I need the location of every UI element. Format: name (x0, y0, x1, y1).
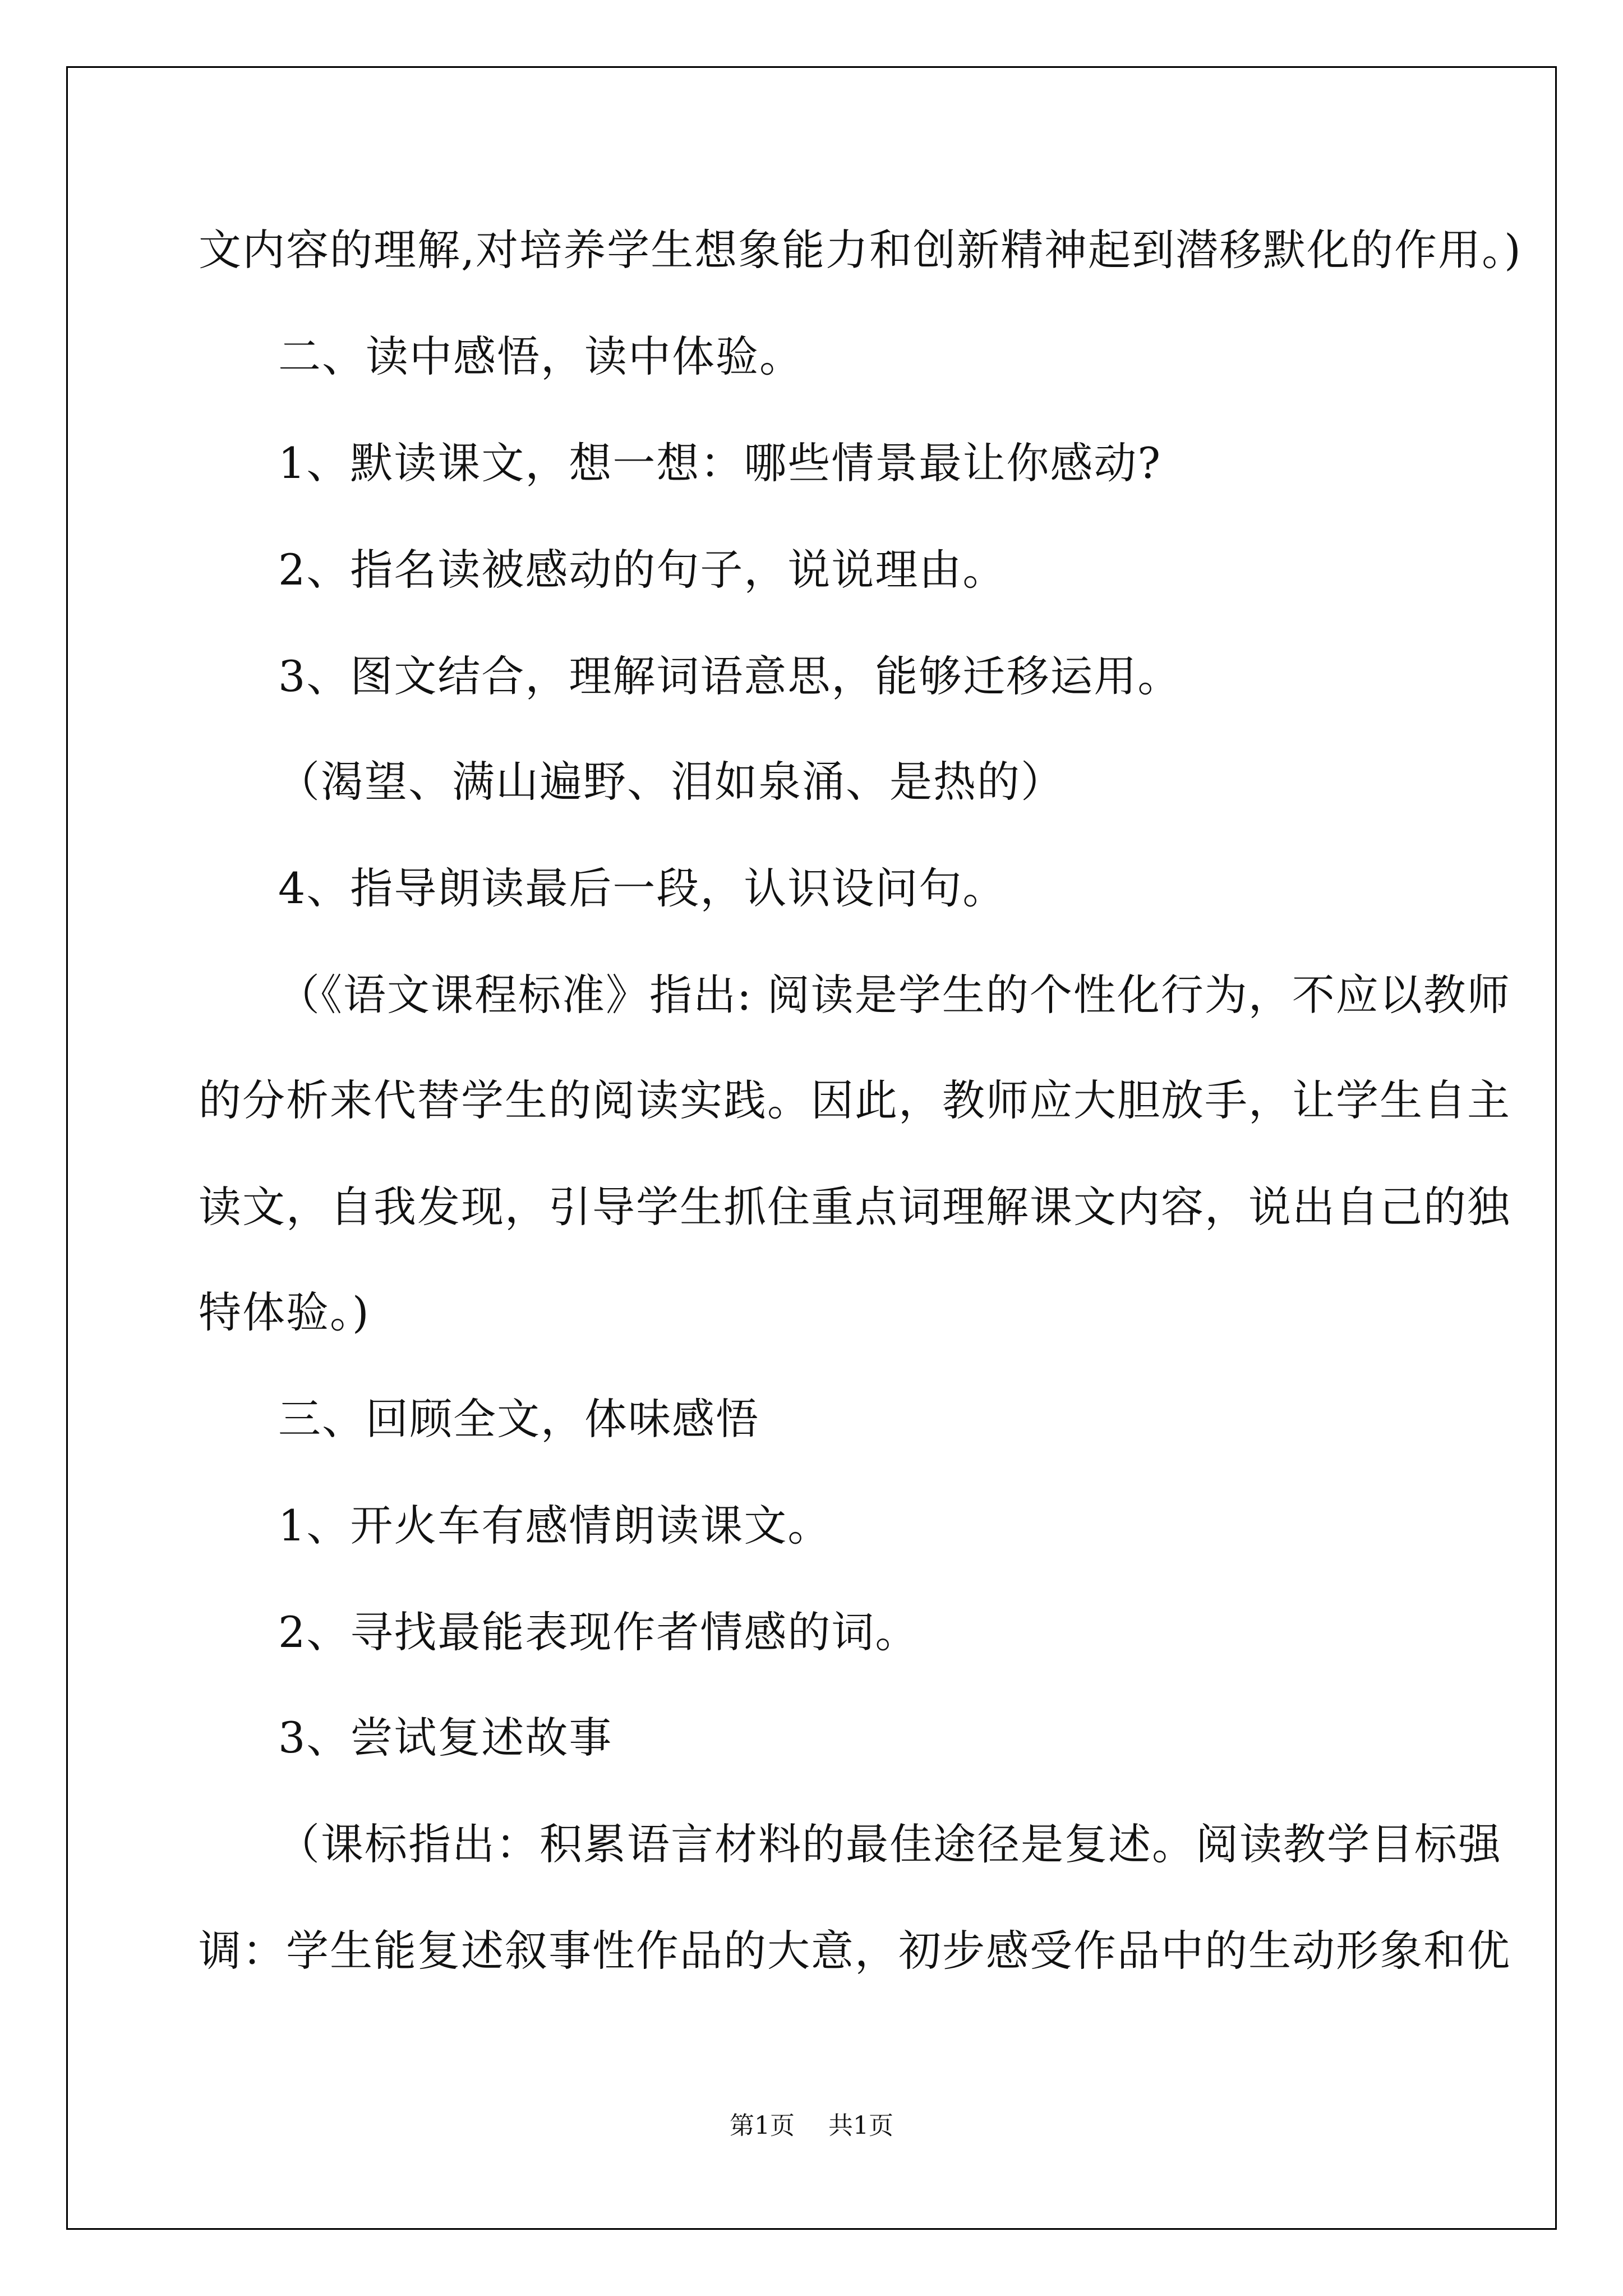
page-footer (0, 2109, 1623, 2143)
text-line-2: 二、读中感悟，读中体验。 (278, 332, 803, 381)
text-line-16: （课标指出：积累语言材料的最佳途径是复述。阅读教学目标强 (277, 1819, 1502, 1869)
text-line-8: （《语文课程标准》指出: 阅读是学生的个性化行为，不应以教师 (277, 970, 1511, 1020)
text-line-3: 1、默读课文，想一想：哪些情景最让你感动? (278, 438, 1162, 488)
text-line-6: （渴望、满山遍野、泪如泉涌、是热的） (277, 757, 1064, 807)
text-line-5: 3、图文结合，理解词语意思，能够迁移运用。 (278, 651, 1182, 701)
text-line-12: 三、回顾全文，体味感悟 (278, 1394, 759, 1444)
text-line-1: 文内容的理解,对培养学生想象能力和创新精神起到潜移默化的作用。) (199, 225, 1522, 275)
text-line-10: 读文，自我发现，引导学生抓住重点词理解课文内容，说出自己的独 (199, 1182, 1511, 1232)
text-line-13: 1、开火车有感情朗读课文。 (278, 1501, 832, 1550)
text-line-4: 2、指名读被感动的句子，说说理由。 (278, 545, 1007, 595)
text-line-15: 3、尝试复述故事 (278, 1713, 613, 1763)
text-line-17: 调：学生能复述叙事性作品的大意，初步感受作品中的生动形象和优 (199, 1926, 1511, 1976)
page-border (66, 66, 1557, 2230)
text-line-7: 4、指导朗读最后一段，认识设问句。 (278, 863, 1007, 913)
text-line-9: 的分析来代替学生的阅读实践。因此，教师应大胆放手，让学生自主 (199, 1075, 1511, 1125)
page-total: 共1页 (828, 2111, 893, 2140)
text-line-11: 特体验。) (199, 1287, 370, 1337)
page-number: 第1页 (730, 2111, 795, 2140)
text-line-14: 2、寻找最能表现作者情感的词。 (278, 1607, 919, 1657)
